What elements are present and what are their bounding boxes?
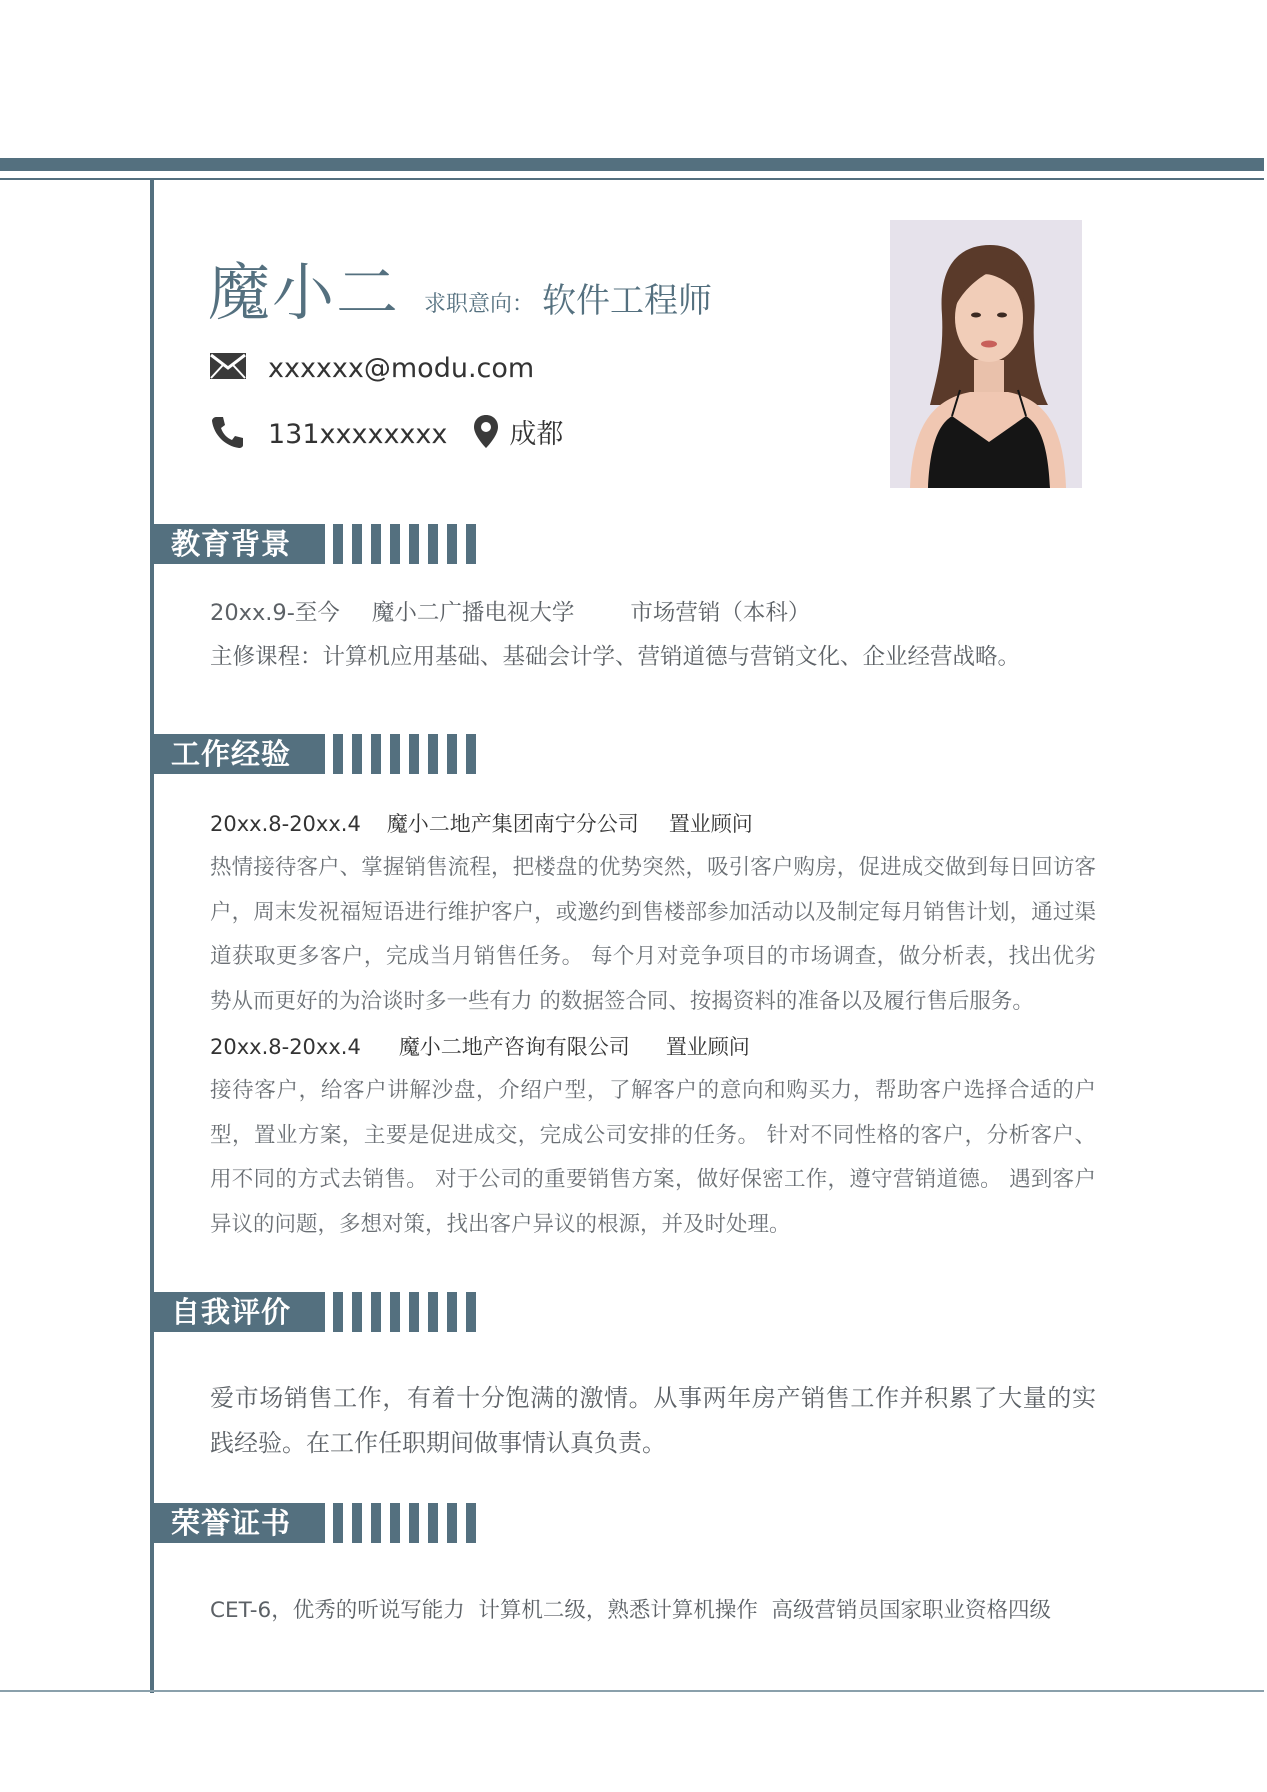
header-stripes [333,734,485,774]
header-stripes [333,524,485,564]
phone-location-row [210,414,563,454]
email-text: xxxxxx@modu.com [268,352,535,384]
job-intent-value: 软件工程师 [542,281,712,321]
header-stripes [333,1292,485,1332]
top-divider-thick [0,158,1264,171]
honors-text: CET-6，优秀的听说写能力 计算机二级，熟悉计算机操作 高级营销员国家职业资格四级 [210,1598,1052,1623]
phone-icon [210,414,246,454]
job-1-position: 置业顾问 [668,812,753,836]
job-1-description: 热情接待客户、掌握销售流程，把楼盘的优势突然，吸引客户购房，促进成交做到每日回访客户，周末发祝福短语进行维护客户，或邀约到售楼部参加活动以及制定每月销售计划，通过渠道获取更多客户，完成当月销售任务。 每个月对竞争项目的市场调查，做分析表，找出优劣势从而更好的为洽谈时多一些有力 的数据签合同、按揭资料的准备以及履行售后服务。 [210,855,1096,1014]
job-2-header [210,1037,750,1058]
education-section-header [153,524,485,564]
education-courses: 主修课程：计算机应用基础、基础会计学、营销道德与营销文化、企业经营战略。 [210,644,1021,670]
education-title: 教育背景 [153,524,325,564]
self-eval-title: 自我评价 [153,1292,325,1332]
work-title: 工作经验 [153,734,325,774]
phone-text: 131xxxxxxxx [268,418,448,450]
envelope-icon [210,353,246,383]
job-1-period: 20xx.8-20xx.4 [210,812,361,836]
job-2-description: 接待客户，给客户讲解沙盘，介绍户型，了解客户的意向和购买力，帮助客户选择合适的户型，置业方案，主要是促进成交，完成公司安排的任务。 针对不同性格的客户，分析客户、用不同的方式去销售。 对于公司的重要销售方案，做好保密工作，遵守营销道德。 遇到客户异议的问题，多想对策，找出客户异议的根源，并及时处理。 [210,1078,1096,1237]
email-row [210,353,534,383]
job-2-company: 魔小二地产咨询有限公司 [398,1035,630,1059]
self-eval-text: 爱市场销售工作，有着十分饱满的激情。从事两年房产销售工作并积累了大量的实践经验。在工作任职期间做事情认真负责。 [210,1384,1096,1457]
job-1-company: 魔小二地产集团南宁分公司 [386,812,639,836]
honors-section-header [153,1503,485,1543]
location-pin-icon [473,414,499,454]
self-eval-section-header [153,1292,485,1332]
education-entry [210,602,810,625]
header-stripes [333,1503,485,1543]
left-rule [150,180,154,1693]
city-text: 成都 [509,418,564,450]
education-period: 20xx.9-至今 [210,600,340,626]
job-intent-label: 求职意向： [424,292,535,317]
candidate-name: 魔小二 [208,256,401,329]
job-2-period: 20xx.8-20xx.4 [210,1035,361,1059]
honors-title: 荣誉证书 [153,1503,325,1543]
education-major: 市场营销（本科） [630,600,811,626]
profile-photo [890,220,1082,488]
top-divider-thin [0,178,1264,180]
work-section-header [153,734,485,774]
job-1-header [210,814,753,835]
job-2-position: 置业顾问 [665,1035,750,1059]
bottom-divider [0,1690,1264,1692]
education-school: 魔小二广播电视大学 [371,600,575,626]
